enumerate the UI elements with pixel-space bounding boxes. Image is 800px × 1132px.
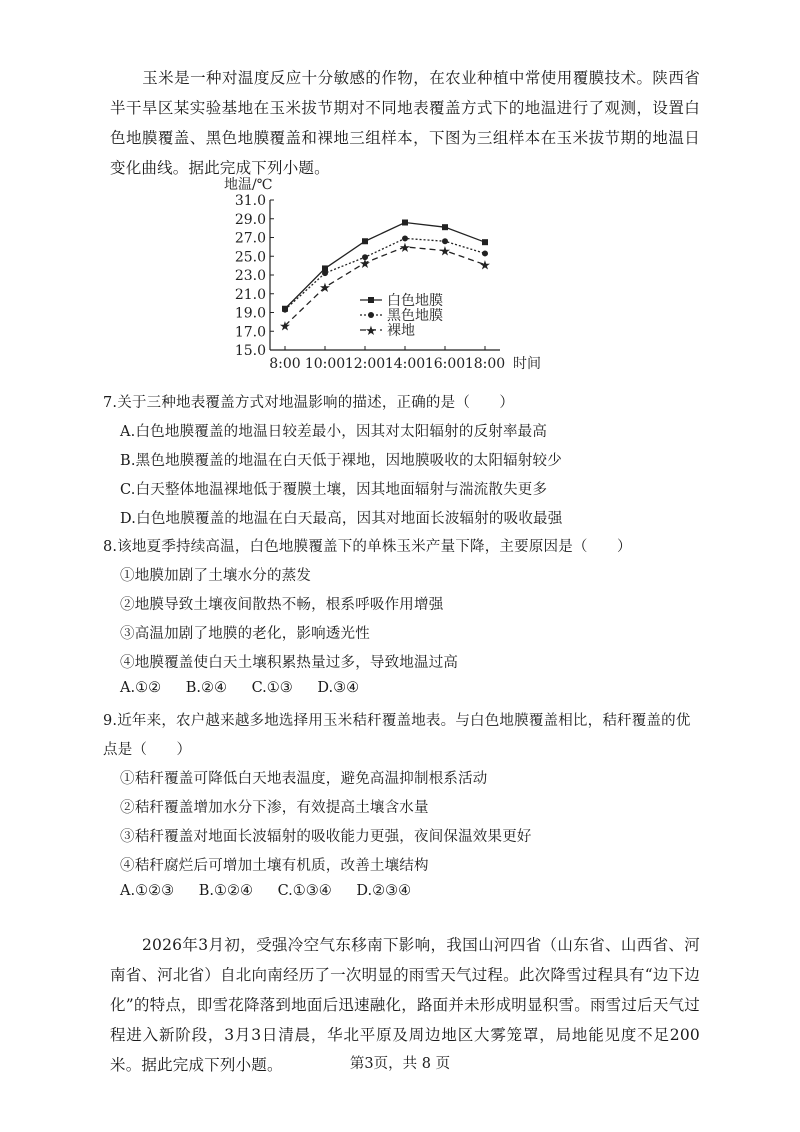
legend-label-1: 白色地膜 <box>387 293 443 309</box>
question-8-item-3: ③高温加剧了地膜的老化，影响透光性 <box>120 626 370 642</box>
x-tick-label: 14:00 <box>384 356 426 372</box>
question-9-stem-line-1: 9.近年来，农户越来越多地选择用玉米秸秆覆盖地表。与白色地膜覆盖相比，秸秆覆盖的优 <box>103 713 691 729</box>
y-tick-label: 31.0 <box>234 193 266 209</box>
question-7-option-a: A.白色地膜覆盖的地温日较差最小，因其对太阳辐射的反射率最高 <box>120 424 548 440</box>
y-tick-label: 21.0 <box>234 286 266 303</box>
legend-label-2: 黑色地膜 <box>387 308 443 324</box>
intro-text-2: 2026年3月初，受强冷空气东移南下影响，我国山河四省（山东省、山西省、河南省、河北省）自北向南经历了一次明显的雨雪天气过程。此次降雪过程具有“边下边化”的特点，即雪花降落到地面后迅速融化，路面并未形成明显积雪。雨雪过后天气过程进入新阶段，3月3日清晨，华北平原及周边地区大雾笼罩，局地能见度不足200米。据此完成下列小题。 <box>110 936 700 1074</box>
data-point-s2-6 <box>482 250 488 256</box>
data-point-s3-1: ★ <box>279 319 291 335</box>
y-tick-label: 23.0 <box>234 268 266 284</box>
data-point-s3-3: ★ <box>359 256 371 272</box>
data-point-s2-5 <box>442 238 448 244</box>
intro-text-1: 玉米是一种对温度反应十分敏感的作物，在农业种植中常使用覆膜技术。陕西省半干旱区某实验基地在玉米拔节期对不同地表覆盖方式下的地温进行了观测，设置白色地膜覆盖、黑色地膜覆盖和裸地三组样本，下图为三组样本在玉米拔节期的地温日变化曲线。据此完成下列小题。 <box>110 69 700 177</box>
question-7-stem: 7.关于三种地表覆盖方式对地温影响的描述，正确的是（ ） <box>103 395 515 411</box>
question-8-choice-d: D.③④ <box>317 680 360 696</box>
x-tick-label: 16:00 <box>424 356 466 372</box>
question-8-choice-c: C.①③ <box>251 680 293 696</box>
x-axis-label: 时间 <box>513 356 541 372</box>
y-tick-label: 25.0 <box>234 249 266 266</box>
data-point-s1-3 <box>362 238 368 244</box>
y-tick-label: 27.0 <box>234 230 266 247</box>
question-7-option-d: D.白色地膜覆盖的地温在白天最高，因其对地面长波辐射的吸收最强 <box>120 511 563 527</box>
question-8-choice-a: A.①② <box>120 680 162 696</box>
y-tick-label: 15.0 <box>234 343 266 359</box>
x-tick-label: 12:00 <box>344 356 386 372</box>
question-9-item-1: ①秸秆覆盖可降低白天地表温度，避免高温抑制根系活动 <box>120 771 488 787</box>
legend-marker-1 <box>368 297 374 303</box>
data-point-s2-2 <box>322 270 328 276</box>
data-point-s1-4 <box>402 220 408 226</box>
question-8-item-1: ①地膜加剧了土壤水分的蒸发 <box>120 568 312 584</box>
question-8-choices <box>120 680 379 696</box>
question-9-item-3: ③秸秆覆盖对地面长波辐射的吸收能力更强，夜间保温效果更好 <box>120 829 532 845</box>
question-8-choice-b: B.②④ <box>185 680 227 696</box>
y-tick-label: 17.0 <box>234 324 266 341</box>
data-point-s2-1 <box>282 307 288 313</box>
data-point-s3-2: ★ <box>319 281 331 297</box>
soil-temperature-chart <box>210 172 550 382</box>
y-tick-label: 19.0 <box>234 305 266 322</box>
data-point-s3-6: ★ <box>479 258 491 274</box>
x-tick-label: 18:00 <box>464 356 506 372</box>
question-9-choices <box>120 883 431 899</box>
question-7-option-c: C.白天整体地温裸地低于覆膜土壤，因其地面辐射与湍流散失更多 <box>120 482 548 498</box>
question-9-choice-c: C.①③④ <box>277 883 332 899</box>
question-9-stem-line-2: 点是（ ） <box>103 742 192 758</box>
series-line-1 <box>285 223 485 309</box>
series-line-2 <box>285 238 485 309</box>
question-9-item-4: ④秸秆腐烂后可增加土壤有机质，改善土壤结构 <box>120 858 429 874</box>
question-9-choice-a: A.①②③ <box>120 883 175 899</box>
data-point-s3-5: ★ <box>439 244 451 260</box>
legend-label-3: 裸地 <box>387 323 415 339</box>
question-8-stem: 8.该地夏季持续高温，白色地膜覆盖下的单株玉米产量下降，主要原因是（ ） <box>103 539 632 555</box>
question-9-choice-b: B.①②④ <box>198 883 253 899</box>
page-footer: 第3页，共 8 页 <box>349 1056 451 1072</box>
question-7-option-b: B.黑色地膜覆盖的地温在白天低于裸地，因地膜吸收的太阳辐射较少 <box>120 453 562 469</box>
question-9-item-2: ②秸秆覆盖增加水分下渗，有效提高土壤含水量 <box>120 800 429 816</box>
data-point-s1-5 <box>442 224 448 230</box>
y-tick-label: 29.0 <box>234 211 266 228</box>
x-tick-label: 8:00 <box>269 356 301 372</box>
x-tick-label: 10:00 <box>304 356 346 372</box>
y-axis-label: 地温/℃ <box>224 177 273 193</box>
data-point-s3-4: ★ <box>399 240 411 256</box>
question-8-item-2: ②地膜导致土壤夜间散热不畅，根系呼吸作用增强 <box>120 597 444 613</box>
series-line-3 <box>285 244 485 326</box>
intro-paragraph-1 <box>110 63 700 183</box>
question-8-item-4: ④地膜覆盖使白天土壤积累热量过多，导致地温过高 <box>120 655 459 671</box>
legend-marker-3: ★ <box>365 324 377 339</box>
question-9-choice-d: D.②③④ <box>356 883 412 899</box>
data-point-s1-6 <box>482 239 488 245</box>
legend-marker-2 <box>368 312 374 318</box>
